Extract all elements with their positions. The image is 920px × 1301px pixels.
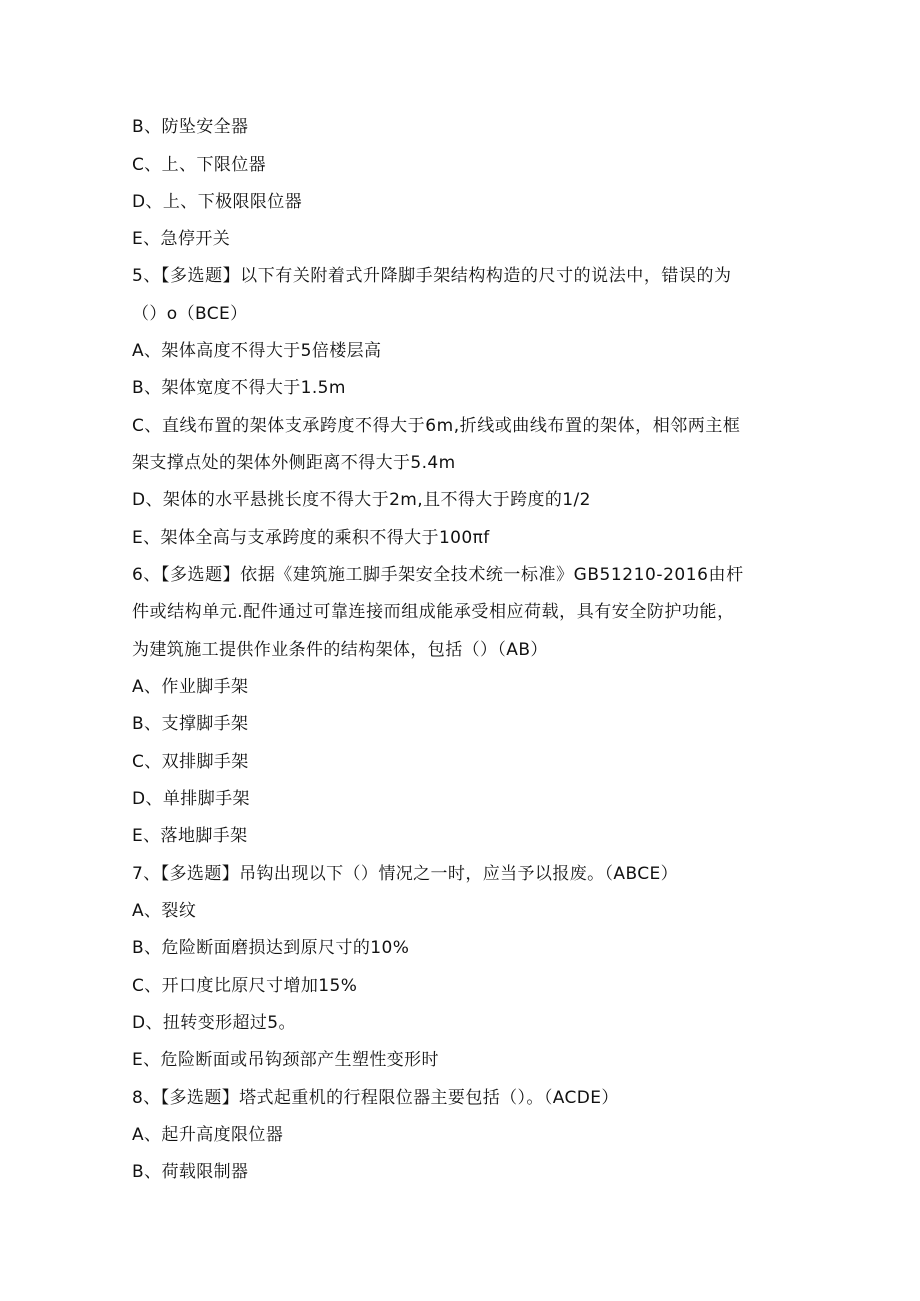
question-line: （）o（BCE） bbox=[132, 304, 248, 324]
option-line: D、上、下极限限位器 bbox=[132, 192, 303, 212]
option-line: B、危险断面磨损达到原尺寸的10% bbox=[132, 938, 410, 958]
option-line: E、急停开关 bbox=[132, 229, 231, 249]
option-line: C、直线布置的架体支承跨度不得大于6m,折线或曲线布置的架体，相邻两主框 bbox=[132, 416, 741, 436]
option-line: E、落地脚手架 bbox=[132, 826, 248, 846]
option-line: B、支撑脚手架 bbox=[132, 714, 249, 734]
option-line: E、架体全高与支承跨度的乘积不得大于100πf bbox=[132, 528, 490, 548]
option-line: A、架体高度不得大于5倍楼层高 bbox=[132, 341, 382, 361]
question-line: 件或结构单元.配件通过可靠连接而组成能承受相应荷载，具有安全防护功能， bbox=[132, 602, 735, 622]
option-line: D、扭转变形超过5。 bbox=[132, 1013, 296, 1033]
question-line: 8、【多选题】塔式起重机的行程限位器主要包括（）。（ACDE） bbox=[132, 1088, 619, 1108]
option-line: C、双排脚手架 bbox=[132, 752, 249, 772]
option-line: B、荷载限制器 bbox=[132, 1162, 249, 1182]
option-line: A、作业脚手架 bbox=[132, 677, 249, 697]
question-line: 为建筑施工提供作业条件的结构架体，包括（）（AB） bbox=[132, 640, 548, 660]
question-line: 6、【多选题】依据《建筑施工脚手架安全技术统一标准》GB51210-2016由杆 bbox=[132, 565, 744, 585]
option-line: B、防坠安全器 bbox=[132, 117, 249, 137]
question-line: 7、【多选题】吊钩出现以下（）情况之一时，应当予以报废。（ABCE） bbox=[132, 864, 679, 884]
option-line: D、架体的水平悬挑长度不得大于2m,且不得大于跨度的1/2 bbox=[132, 490, 591, 510]
option-line: 架支撑点处的架体外侧距离不得大于5.4m bbox=[132, 453, 456, 473]
option-line: B、架体宽度不得大于1.5m bbox=[132, 378, 346, 398]
option-line: A、起升高度限位器 bbox=[132, 1125, 284, 1145]
option-line: C、上、下限位器 bbox=[132, 155, 267, 175]
option-line: E、危险断面或吊钩颈部产生塑性变形时 bbox=[132, 1050, 439, 1070]
option-line: D、单排脚手架 bbox=[132, 789, 250, 809]
option-line: A、裂纹 bbox=[132, 901, 197, 921]
option-line: C、开口度比原尺寸增加15% bbox=[132, 976, 358, 996]
question-line: 5、【多选题】以下有关附着式升降脚手架结构构造的尺寸的说法中，错误的为 bbox=[132, 266, 732, 286]
